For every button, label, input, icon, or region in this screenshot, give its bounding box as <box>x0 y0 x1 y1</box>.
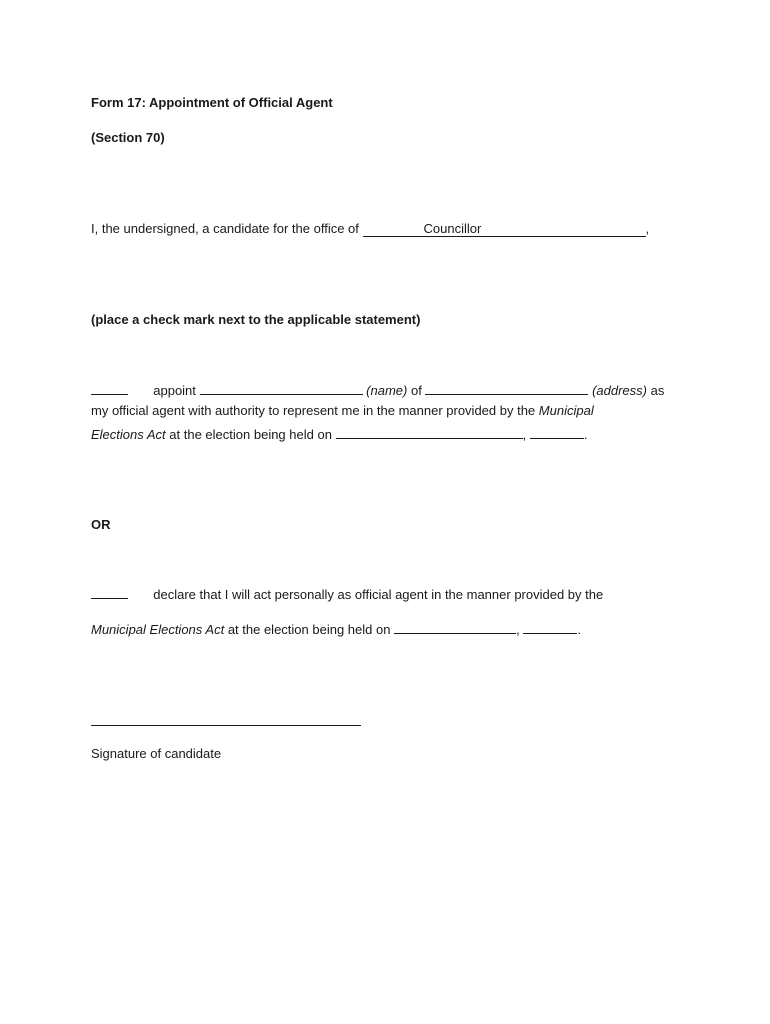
office-value: Councillor <box>423 221 482 236</box>
instruction-text: (place a check mark next to the applicable statement) <box>91 312 421 327</box>
option1-checkbox-blank[interactable] <box>91 382 128 395</box>
option1-line1 <box>91 382 664 399</box>
option1-held-text: at the election being held on <box>169 427 332 442</box>
option2-held-text: at the election being held on <box>227 622 391 637</box>
agent-name-blank[interactable] <box>200 382 363 395</box>
office-end-punct: , <box>645 221 650 236</box>
option1-year-blank[interactable] <box>530 426 584 439</box>
option2-declare-text: declare that I will act personally as official agent in the manner provided by the <box>153 587 604 602</box>
signature-line[interactable] <box>91 725 361 726</box>
option1-authority-text: my official agent with authority to represent me in the manner provided by the <box>91 403 536 418</box>
act-word-elections-act: Elections Act <box>91 427 166 442</box>
option2-comma: , <box>516 622 520 637</box>
option2-period: . <box>577 622 581 637</box>
name-label: (name) <box>366 383 408 398</box>
office-statement <box>91 221 649 237</box>
agent-address-blank[interactable] <box>425 382 588 395</box>
office-field[interactable] <box>363 222 646 237</box>
of-text: of <box>410 383 422 398</box>
as-text: as <box>650 383 665 398</box>
act-word-municipal: Municipal <box>538 403 594 418</box>
section-reference: (Section 70) <box>91 130 165 145</box>
option1-line2 <box>91 403 594 419</box>
option2-line1 <box>91 586 603 603</box>
or-label: OR <box>91 517 111 532</box>
option2-year-blank[interactable] <box>523 621 577 634</box>
office-intro-text: I, the undersigned, a candidate for the office of <box>91 221 359 236</box>
address-label: (address) <box>592 383 647 398</box>
option1-comma: , <box>522 427 527 442</box>
form-title: Form 17: Appointment of Official Agent <box>91 95 333 110</box>
option1-line3 <box>91 426 587 443</box>
signature-label: Signature of candidate <box>91 746 222 761</box>
option1-date-blank[interactable] <box>336 426 523 439</box>
option2-checkbox-blank[interactable] <box>91 586 128 599</box>
option2-date-blank[interactable] <box>394 621 516 634</box>
option1-period: . <box>583 427 588 442</box>
option1-appoint-text: appoint <box>153 383 196 398</box>
option2-line2 <box>91 621 581 638</box>
option2-act-name: Municipal Elections Act <box>91 622 225 637</box>
